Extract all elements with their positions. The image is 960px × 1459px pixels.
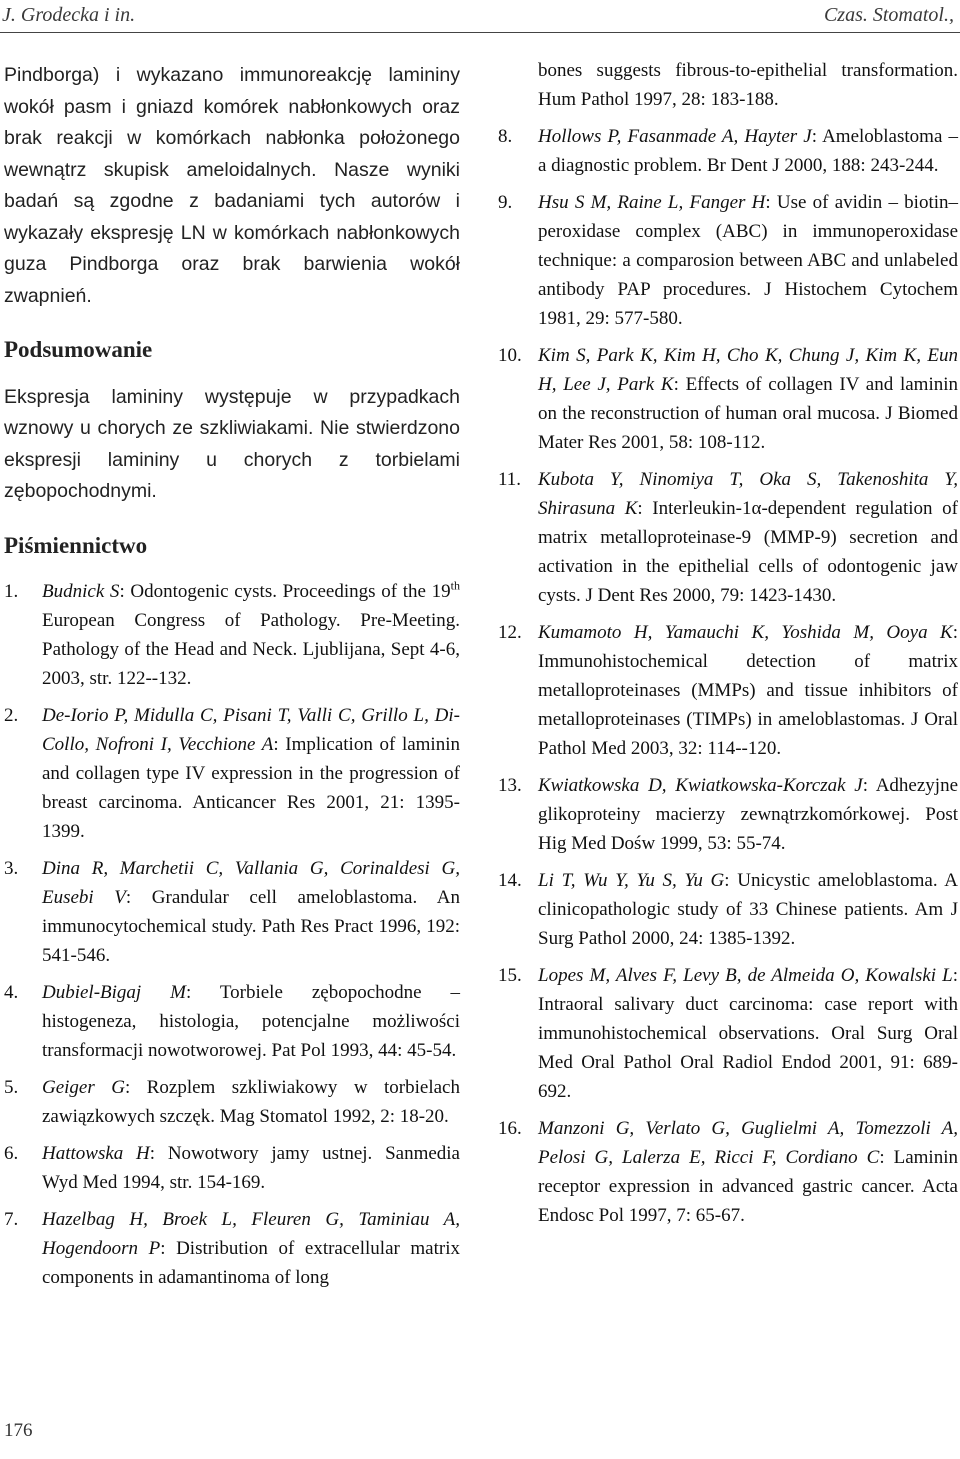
reference-number: 3. <box>4 858 19 879</box>
left-column <box>4 60 460 1300</box>
reference-number: 2. <box>4 705 19 726</box>
reference-number: 14. <box>498 870 522 891</box>
reference-text: : Implication of laminin and collagen type IV expression in the progression of breast carcinoma. Anticancer Res 2001, 21: 1395-1399. <box>42 734 460 842</box>
reference-item <box>498 961 958 1106</box>
references-heading: Piśmiennictwo <box>4 532 148 558</box>
reference-number: 15. <box>498 965 522 986</box>
page-number: 176 <box>4 1420 33 1441</box>
reference-body <box>538 341 958 457</box>
reference-authors: Dubiel-Bigaj M <box>42 982 186 1003</box>
reference-text: : Grandular cell ameloblastoma. An immunocytochemical study. Path Res Pract 1996, 192: 541-546. <box>42 887 460 966</box>
reference-authors: Kumamoto H, Yamauchi K, Yoshida M, Ooya K <box>538 622 953 643</box>
reference-number: 9. <box>498 192 513 213</box>
reference-body <box>538 1114 958 1230</box>
reference-item <box>4 1205 460 1292</box>
reference-text: : Ameloblastoma – a diagnostic problem. Br Dent J 2000, 188: 243-244. <box>538 126 958 176</box>
reference-text: : Interleukin-1α-dependent regulation of matrix metalloproteinase-9 (MMP-9) secretion and activation in the epithelial cells of odontogenic jaw cysts. J Dent Res 2000, 79: 1423-1430. <box>538 498 958 606</box>
reference-item <box>498 122 958 180</box>
reference-item <box>4 1139 460 1197</box>
reference-authors: Geiger G <box>42 1077 125 1098</box>
header-rule <box>0 32 960 33</box>
reference-body <box>538 961 958 1106</box>
reference-body <box>42 1205 460 1292</box>
reference-body <box>538 618 958 763</box>
reference-item <box>4 577 460 693</box>
reference-item <box>498 465 958 610</box>
reference-body <box>538 188 958 333</box>
right-column <box>498 56 958 1238</box>
reference-number: 12. <box>498 622 522 643</box>
reference-number: 5. <box>4 1077 19 1098</box>
reference-authors: Kwiatkowska D, Kwiatkowska-Korczak J <box>538 775 863 796</box>
reference-number: 4. <box>4 982 19 1003</box>
reference-item <box>498 1114 958 1230</box>
summary-paragraph: Ekspresja lamininy występuje w przypadkach wznowy u chorych ze szkliwiakami. Nie stwierdzono ekspresji lamininy u chorych z torbielami zębopochodnymi. <box>4 385 460 502</box>
reference-item <box>498 341 958 457</box>
reference-continuation: bones suggests fibrous-to-epithelial transformation. Hum Pathol 1997, 28: 183-188. <box>538 60 958 110</box>
reference-text: : Nowotwory jamy ustnej. Sanmedia Wyd Med 1994, str. 154-169. <box>42 1143 460 1193</box>
reference-text: : Torbiele zębopochodne – histogeneza, histologia, potencjalne możliwości transformacji nowotworowej. Pat Pol 1993, 44: 45-54. <box>42 982 461 1061</box>
reference-body <box>538 465 958 610</box>
reference-body <box>538 771 958 858</box>
reference-list-left <box>4 577 460 1292</box>
reference-text: : Unicystic ameloblastoma. A clinicopathologic study of 33 Chinese patients. Am J Surg Pathol 2000, 24: 1385-1392. <box>538 870 958 949</box>
reference-body <box>42 854 460 970</box>
reference-number: 13. <box>498 775 522 796</box>
reference-number: 1. <box>4 581 19 602</box>
reference-number: 6. <box>4 1143 19 1164</box>
reference-authors: Hsu S M, Raine L, Fanger H <box>538 192 766 213</box>
running-head <box>0 0 960 34</box>
reference-item <box>498 188 958 333</box>
summary-heading: Podsumowanie <box>4 337 153 362</box>
reference-authors: Manzoni G, Verlato G, Guglielmi A, Tomezzoli A, Pelosi G, Lalerza E, Ricci F, Cordiano C <box>538 1118 958 1168</box>
reference-authors: Dina R, Marchetii C, Vallania G, Corinaldesi G, Eusebi V <box>42 858 460 908</box>
reference-authors: Budnick S <box>42 581 120 602</box>
reference-body <box>42 577 460 693</box>
reference-authors: Hazelbag H, Broek L, Fleuren G, Taminiau A, Hogendoorn P <box>42 1209 460 1259</box>
reference-text: : Intraoral salivary duct carcinoma: case report with immunohistochemical observations. Oral Surg Oral Med Oral Pathol Oral Radiol Endod 2001, 91: 689-692. <box>538 965 958 1102</box>
reference-number: 10. <box>498 345 522 366</box>
reference-authors: Kim S, Park K, Kim H, Cho K, Chung J, Kim K, Eun H, Lee J, Park K <box>538 345 958 395</box>
reference-item <box>498 771 958 858</box>
reference-item <box>4 701 460 846</box>
reference-item <box>4 854 460 970</box>
reference-item <box>4 978 460 1065</box>
reference-text: : Rozplem szkliwiakowy w torbielach zawiązkowych szczęk. Mag Stomatol 1992, 2: 18-20. <box>42 1077 460 1127</box>
reference-item <box>4 1073 460 1131</box>
reference-text: : Immunohistochemical detection of matrix metalloproteinases (MMPs) and tissue inhibitors of metalloproteinases (TIMPs) in ameloblastomas. J Oral Pathol Med 2003, 32: 114--120. <box>538 622 958 759</box>
reference-item <box>498 618 958 763</box>
reference-text: : Odontogenic cysts. Proceedings of the 19 <box>119 581 451 602</box>
reference-number: 11. <box>498 469 522 490</box>
reference-body <box>538 866 958 953</box>
reference-text: : Adhezyjne glikoproteiny macierzy zewnątrzkomórkowej. Post Hig Med Dośw 1999, 53: 55-74. <box>538 775 958 854</box>
reference-body <box>42 1073 460 1131</box>
reference-body <box>538 122 958 180</box>
reference-authors: Kubota Y, Ninomiya T, Oka S, Takenoshita Y, Shirasuna K <box>538 469 958 519</box>
reference-authors: Lopes M, Alves F, Levy B, de Almeida O, Kowalski L <box>538 965 953 986</box>
reference-number: 16. <box>498 1118 522 1139</box>
reference-body <box>42 701 460 846</box>
reference-text: : Use of avidin – biotin– peroxidase complex (ABC) in immunoperoxidase technique: a comparosion between ABC and unlabeled antibody PAP procedures. J Histochem Cytochem 1981, 29: 577-580. <box>538 192 959 329</box>
reference-body <box>42 1139 460 1197</box>
reference-authors: Li T, Wu Y, Yu S, Yu G <box>538 870 725 891</box>
header-authors: J. Grodecka i in. <box>2 4 136 26</box>
reference-authors: Hattowska H <box>42 1143 150 1164</box>
reference-item <box>498 866 958 953</box>
reference-text: : Distribution of extracellular matrix components in adamantinoma of long <box>42 1238 460 1288</box>
reference-text: European Congress of Pathology. Pre-Meeting. Pathology of the Head and Neck. Ljublijana, Sept 4-6, 2003, str. 122--132. <box>42 610 460 689</box>
reference-number: 7. <box>4 1209 19 1230</box>
reference-text: : Laminin receptor expression in advanced gastric cancer. Acta Endosc Pol 1997, 7: 65-67. <box>538 1147 958 1226</box>
header-journal: Czas. Stomatol., <box>823 4 954 26</box>
reference-superscript: th <box>450 578 460 593</box>
reference-body <box>42 978 460 1065</box>
reference-number: 8. <box>498 126 513 147</box>
reference-text: : Effects of collagen IV and laminin on the reconstruction of human oral mucosa. J Biomed Mater Res 2001, 58: 108-112. <box>538 374 958 453</box>
intro-paragraph: Pindborga) i wykazano immunoreakcję lamininy wokół pasm i gniazd komórek nabłonkowych oraz brak reakcji w komórkach nabłonka położonego wewnątrz skupisk ameloidalnych. Nasze wyniki badań są zgodne z badaniami tych autorów i wykazały ekspresję LN w komórkach nabłonkowych guza Pindborga oraz brak barwienia wokół zwapnień. <box>4 64 460 307</box>
reference-authors: De-Iorio P, Midulla C, Pisani T, Valli C, Grillo L, Di-Collo, Nofroni I, Vecchione A <box>42 705 460 755</box>
reference-authors: Hollows P, Fasanmade A, Hayter J <box>538 126 812 147</box>
